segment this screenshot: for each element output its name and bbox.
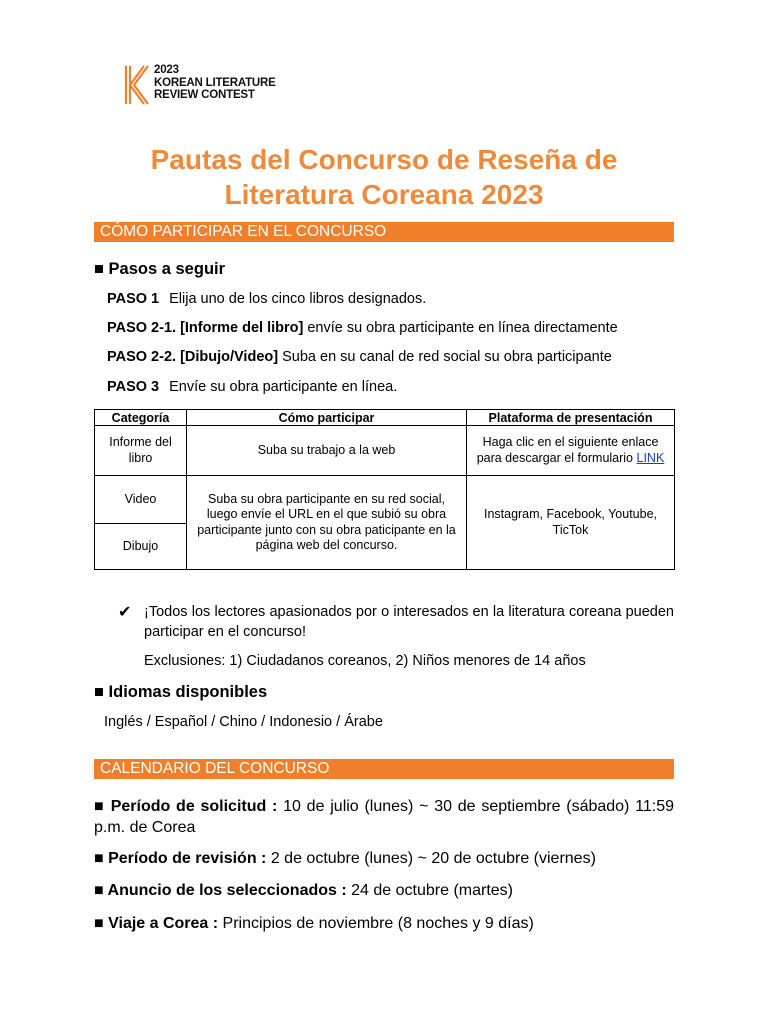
header-category: Categoría: [95, 410, 187, 426]
contest-logo: [124, 64, 276, 106]
step-bold-extra: [Dibujo/Video]: [180, 349, 279, 365]
cell-platform-report: [467, 426, 675, 476]
steps-heading: ■ Pasos a seguir: [94, 260, 226, 278]
logo-year: 2023: [154, 64, 179, 76]
step-text: envíe su obra participante en línea directamente: [307, 320, 618, 336]
logo-line-2: KOREAN LITERATURE: [154, 76, 276, 89]
title-line-1: Pautas del Concurso de Reseña de: [150, 144, 618, 175]
step-label: PASO 3: [107, 379, 160, 395]
cell-platform-social: Instagram, Facebook, Youtube, TicTok: [467, 476, 675, 570]
step-1: [107, 291, 426, 307]
eligibility-note: ¡Todos los lectores apasionados por o interesados en la literatura coreana pueden participar en el concurso!: [144, 604, 674, 640]
table-row: [95, 476, 675, 524]
section-calendar: CALENDARIO DEL CONCURSO: [94, 759, 674, 779]
schedule-label: ■ Período de solicitud :: [94, 798, 278, 815]
languages-heading: ■ Idiomas disponibles: [94, 683, 268, 701]
exclusions-note: Exclusiones: 1) Ciudadanos coreanos, 2) Niños menores de 14 años: [144, 653, 586, 669]
languages-list: Inglés / Español / Chino / Indonesio / Árabe: [104, 714, 383, 730]
schedule-label: ■ Viaje a Corea :: [94, 915, 219, 932]
step-bold-extra: [Informe del libro]: [180, 320, 304, 336]
checkmark-icon: ✔: [118, 604, 132, 621]
cell-category-drawing: Dibujo: [95, 524, 187, 570]
how-social-line-1: Suba su obra participante en su red social,: [208, 491, 445, 506]
step-text: Suba en su canal de red social su obra participante: [282, 349, 612, 365]
logo-text: [154, 64, 276, 102]
schedule-label: ■ Período de revisión :: [94, 850, 267, 867]
section-how-to-participate: CÓMO PARTICIPAR EN EL CONCURSO: [94, 222, 674, 242]
step-label: PASO 2-2.: [107, 349, 177, 365]
schedule-text: 10 de julio (lunes) ~ 30 de septiembre (sábado) 11:59 p.m. de Corea: [94, 798, 674, 836]
table-header-row: [95, 410, 675, 426]
participation-table: [94, 409, 675, 570]
cell-how-report: Suba su trabajo a la web: [187, 426, 467, 476]
cell-how-social: [187, 476, 467, 570]
schedule-trip: [94, 913, 674, 934]
schedule-label: ■ Anuncio de los seleccionados :: [94, 882, 347, 899]
step-text: Envíe su obra participante en línea.: [169, 379, 398, 395]
platform-report-text: Haga clic en el siguiente enlace para descargar el formulario: [476, 435, 659, 465]
step-2-1: [107, 320, 618, 336]
how-social-line-2: luego envíe el URL en el que subió su obra participante junto con su obra paticipante en la página web del concurso.: [197, 507, 456, 552]
schedule-text: 24 de octubre (martes): [351, 882, 513, 899]
schedule-text: 2 de octubre (lunes) ~ 20 de octubre (viernes): [270, 850, 596, 867]
k-logo-icon: [124, 64, 150, 106]
step-label: PASO 2-1.: [107, 320, 177, 336]
title-line-2: Literatura Coreana 2023: [224, 179, 544, 210]
step-text: Elija uno de los cinco libros designados.: [169, 291, 427, 307]
logo-line-3: REVIEW CONTEST: [154, 89, 255, 101]
step-3: [107, 379, 397, 395]
schedule-announcement: [94, 880, 674, 901]
cell-category-video: Video: [95, 476, 187, 524]
cell-category-report: Informe del libro: [95, 426, 187, 476]
step-label: PASO 1: [107, 291, 160, 307]
header-platform: Plataforma de presentación: [467, 410, 675, 426]
schedule-text: Principios de noviembre (8 noches y 9 días): [222, 915, 534, 932]
step-2-2: [107, 349, 612, 365]
schedule-application: [94, 796, 674, 838]
table-row: [95, 426, 675, 476]
schedule-review: [94, 848, 674, 869]
download-form-link[interactable]: LINK: [636, 450, 665, 465]
page-title: [94, 142, 674, 212]
header-how: Cómo participar: [187, 410, 467, 426]
